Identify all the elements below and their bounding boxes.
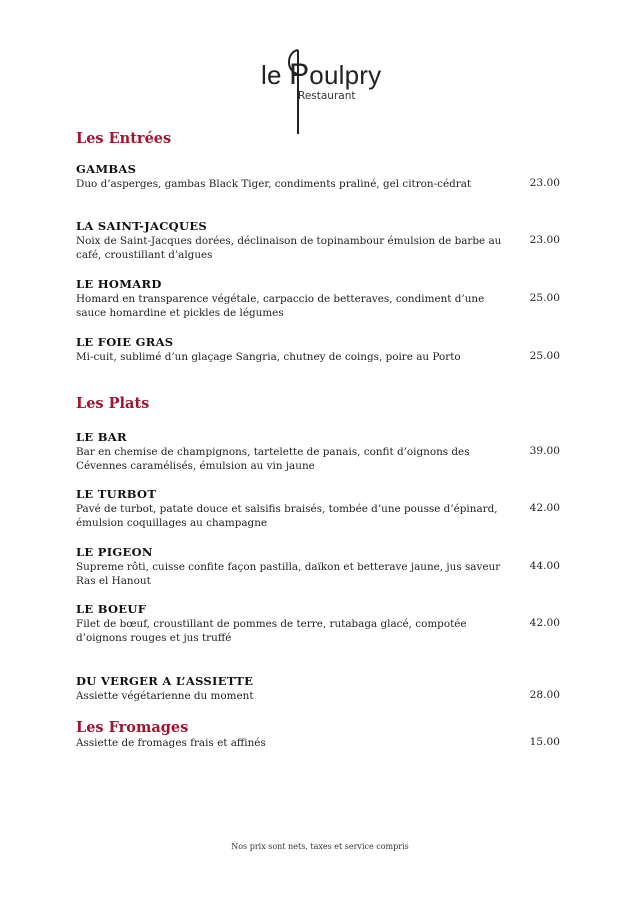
logo-p: P — [289, 58, 310, 91]
item-name: LE PIGEON — [76, 545, 153, 559]
item-price: 25.00 — [529, 350, 560, 362]
item-price: 23.00 — [529, 177, 560, 189]
section-title-plats: Les Plats — [76, 395, 150, 412]
section-title-fromages: Les Fromages — [76, 719, 189, 736]
item-name: LA SAINT-JACQUES — [76, 219, 207, 233]
item-description: Assiette de fromages frais et affinés — [76, 737, 266, 749]
item-description: Supreme rôti, cuisse confite façon pastilla, daïkon et betterave jaune, jus saveur Ras el Hanout — [76, 561, 501, 587]
item-price: 42.00 — [529, 617, 560, 629]
item-description: Mi-cuit, sublimé d’un glaçage Sangria, chutney de coings, poire au Porto — [76, 351, 461, 363]
item-description: Pavé de turbot, patate douce et salsifis braisés, tombée d’une pousse d’épinard, émulsion coquillages au champagne — [76, 503, 498, 529]
item-description: Filet de bœuf, croustillant de pommes de terre, rutabaga glacé, compotée d’oignons rouges et jus truffé — [76, 618, 467, 644]
item-name: GAMBAS — [76, 162, 137, 176]
item-name: LE TURBOT — [76, 487, 157, 501]
logo-prefix: le — [261, 60, 290, 90]
menu-item-verger — [76, 674, 566, 703]
menu-item-pigeon — [76, 545, 566, 588]
item-name: LE HOMARD — [76, 277, 162, 291]
menu-item-bar — [76, 430, 566, 473]
item-name: LE BAR — [76, 430, 127, 444]
logo-rest: oulpry — [309, 60, 382, 90]
item-price: 42.00 — [529, 502, 560, 514]
logo-subtitle: Restaurant — [298, 90, 356, 102]
menu-item-foie-gras — [76, 335, 566, 364]
section-title-entrees: Les Entrées — [76, 130, 172, 147]
menu-item-boeuf — [76, 602, 566, 645]
item-price: 44.00 — [529, 560, 560, 572]
item-price: 25.00 — [529, 292, 560, 304]
price-footnote: Nos prix sont nets, taxes et service compris — [231, 842, 409, 851]
menu-item-gambas — [76, 162, 566, 191]
restaurant-logo — [256, 42, 386, 142]
menu-item-homard — [76, 277, 566, 320]
item-description: Assiette végétarienne du moment — [76, 690, 254, 702]
item-price: 28.00 — [529, 689, 560, 701]
item-description: Bar en chemise de champignons, tartelette de panais, confit d’oignons des Cévennes caramélisés, émulsion au vin jaune — [76, 446, 470, 472]
item-name: LE FOIE GRAS — [76, 335, 174, 349]
logo-wordmark — [261, 58, 381, 92]
item-price: 39.00 — [529, 445, 560, 457]
item-name: LE BOEUF — [76, 602, 147, 616]
item-description: Duo d’asperges, gambas Black Tiger, condiments praliné, gel citron-cédrat — [76, 178, 472, 190]
item-price: 15.00 — [529, 736, 560, 748]
menu-item-fromages — [76, 736, 566, 750]
item-description: Homard en transparence végétale, carpaccio de betteraves, condiment d’une sauce homardine et pickles de légumes — [76, 293, 485, 319]
menu-item-turbot — [76, 487, 566, 530]
item-description: Noix de Saint-Jacques dorées, déclinaison de topinambour émulsion de barbe au café, croustillant d’algues — [76, 235, 502, 261]
item-price: 23.00 — [529, 234, 560, 246]
menu-item-saint-jacques — [76, 219, 566, 262]
item-name: DU VERGER A L’ASSIETTE — [76, 674, 254, 688]
